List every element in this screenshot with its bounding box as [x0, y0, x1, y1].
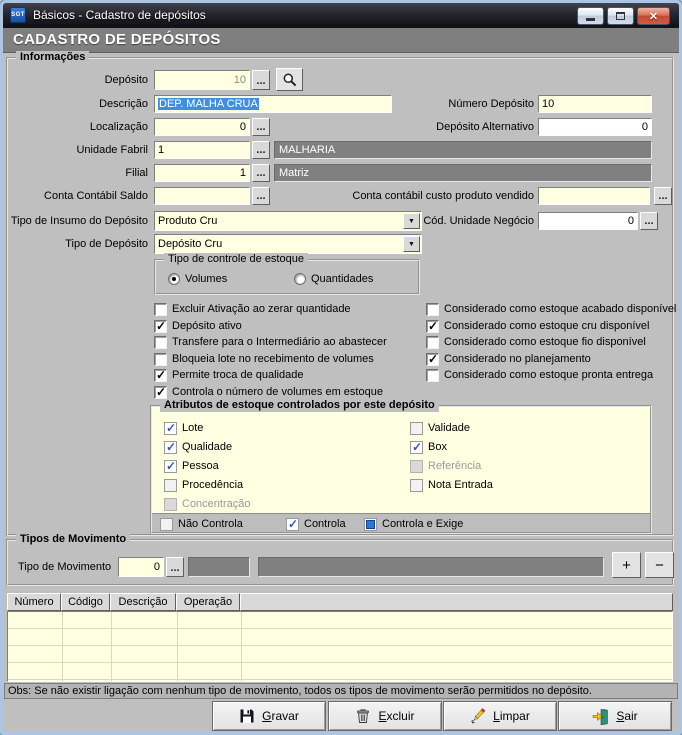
delete-button[interactable]: Excluir	[328, 701, 442, 731]
tipo-movimento-browse-button[interactable]: ...	[166, 557, 184, 577]
radio-icon[interactable]	[294, 273, 306, 285]
attr-procedencia[interactable]: Procedência	[164, 478, 243, 492]
tipo-insumo-value: Produto Cru	[158, 215, 218, 227]
chevron-down-icon[interactable]: ▼	[403, 236, 420, 252]
chevron-down-icon[interactable]: ▼	[403, 213, 420, 229]
checkbox-icon[interactable]	[426, 320, 439, 333]
save-icon	[239, 708, 255, 724]
plus-icon: +	[622, 556, 631, 574]
attr-referencia: Referência	[410, 459, 481, 473]
column-header-operacao[interactable]: Operação	[176, 593, 240, 611]
group-atributos	[150, 399, 652, 534]
checkbox-icon	[286, 518, 299, 531]
unidade-fabril-display: MALHARIA	[274, 141, 652, 159]
checkbox-icon[interactable]	[426, 303, 439, 316]
tipo-deposito-value: Depósito Cru	[158, 238, 223, 250]
minimize-button[interactable]	[577, 7, 604, 25]
check-deposito-ativo[interactable]: ✓ Depósito ativo	[154, 319, 242, 333]
conta-contabil-saldo-browse-button[interactable]: ...	[252, 187, 270, 205]
checkbox-icon	[364, 518, 377, 531]
save-button[interactable]: Gravar	[212, 701, 326, 731]
checkbox-icon[interactable]	[426, 369, 439, 382]
attr-nota-entrada[interactable]: Nota Entrada	[410, 478, 493, 492]
clear-button[interactable]: Limpar	[443, 701, 557, 731]
attr-concentracao: Concentração	[164, 497, 251, 511]
attr-validade[interactable]: Validade	[410, 421, 470, 435]
column-header-codigo[interactable]: Código	[61, 593, 110, 611]
checkbox-icon[interactable]	[426, 336, 439, 349]
tipo-movimento-label: Tipo de Movimento	[18, 561, 112, 573]
checkbox-icon[interactable]	[164, 460, 177, 473]
cod-unidade-negocio-browse-button[interactable]: ...	[640, 212, 658, 230]
checkbox-icon	[164, 498, 177, 511]
cod-unidade-negocio-field[interactable]: 0	[538, 212, 638, 230]
checkbox-icon[interactable]	[426, 353, 439, 366]
add-movement-button[interactable]	[612, 552, 641, 578]
group-informacoes	[6, 51, 677, 536]
tipo-insumo-label: Tipo de Insumo do Depósito	[10, 215, 148, 227]
check-excluir-ativacao[interactable]: Excluir Ativação ao zerar quantidade	[154, 302, 351, 316]
attr-qualidade[interactable]: ✓ Qualidade	[164, 440, 232, 454]
check-estoque-fio[interactable]: Considerado como estoque fio disponível	[426, 335, 646, 349]
column-header-descricao[interactable]: Descrição	[110, 593, 176, 611]
checkbox-icon[interactable]	[154, 336, 167, 349]
checkbox-icon[interactable]	[410, 441, 423, 454]
app-icon: SGT	[10, 7, 26, 23]
localizacao-label: Localização	[89, 121, 148, 133]
group-informacoes-title: Informações	[16, 51, 89, 64]
minimize-icon	[586, 18, 595, 21]
localizacao-field[interactable]: 0	[154, 118, 250, 136]
checkbox-icon[interactable]	[154, 353, 167, 366]
descricao-label: Descrição	[99, 98, 148, 110]
check-estoque-acabado[interactable]: Considerado como estoque acabado disponível	[426, 302, 676, 316]
radio-volumes[interactable]: Volumes	[168, 272, 227, 286]
numero-deposito-field[interactable]: 10	[538, 95, 652, 113]
tipo-deposito-combobox[interactable]	[154, 234, 422, 254]
legend-controla-exige: Controla e Exige	[364, 517, 463, 531]
minus-icon: −	[655, 556, 664, 574]
tipo-deposito-label: Tipo de Depósito	[65, 238, 148, 250]
checkbox-icon[interactable]	[410, 479, 423, 492]
localizacao-browse-button[interactable]: ...	[252, 118, 270, 136]
deposito-browse-button[interactable]: ...	[252, 70, 270, 90]
remove-movement-button[interactable]	[645, 552, 674, 578]
check-permite-troca-qualidade[interactable]: ✓ Permite troca de qualidade	[154, 368, 303, 382]
search-icon	[282, 72, 298, 88]
column-header-filler	[240, 593, 673, 611]
exit-icon	[592, 708, 609, 725]
checkbox-icon[interactable]	[410, 422, 423, 435]
check-planejamento[interactable]: ✓ Considerado no planejamento	[426, 352, 591, 366]
maximize-icon	[616, 12, 625, 20]
radio-quantidades[interactable]: Quantidades	[294, 272, 373, 286]
grid-line	[241, 612, 242, 681]
checkbox-icon[interactable]	[154, 320, 167, 333]
column-header-numero[interactable]: Número	[7, 593, 61, 611]
checkbox-icon[interactable]	[154, 369, 167, 382]
page-title: CADASTRO DE DEPÓSITOS	[3, 27, 679, 53]
delete-icon	[355, 708, 371, 724]
group-tipo-controle-title: Tipo de controle de estoque	[164, 253, 308, 266]
title-bar[interactable]	[3, 3, 679, 27]
checkbox-icon	[160, 518, 173, 531]
tipo-movimento-code-display	[188, 557, 250, 577]
tipo-movimento-desc-display	[258, 557, 604, 577]
movements-table-header	[7, 593, 673, 611]
unidade-fabril-field[interactable]: 1	[154, 141, 250, 159]
window-title: Básicos - Cadastro de depósitos	[33, 8, 206, 22]
maximize-button[interactable]	[607, 7, 634, 25]
filial-browse-button[interactable]: ...	[252, 164, 270, 182]
checkbox-icon[interactable]	[164, 441, 177, 454]
filial-label: Filial	[125, 167, 148, 179]
conta-custo-field[interactable]	[538, 187, 650, 205]
selected-text: DEP. MALHA CRUA	[159, 98, 258, 110]
check-controla-volumes[interactable]: ✓ Controla o número de volumes em estoque	[154, 385, 383, 399]
conta-custo-label: Conta contábil custo produto vendido	[352, 190, 534, 202]
check-bloqueia-lote[interactable]: Bloqueia lote no recebimento de volumes	[154, 352, 374, 366]
grid-line	[62, 612, 63, 681]
attr-pessoa[interactable]: ✓ Pessoa	[164, 459, 219, 473]
check-pronta-entrega[interactable]: Considerado como estoque pronta entrega	[426, 368, 653, 382]
observation-note: Obs: Se não existir ligação com nenhum tipo de movimento, todos os tipos de movimento serão permitidos no depósito.	[4, 683, 678, 699]
group-tipo-controle	[154, 253, 420, 295]
deposito-field[interactable]: 10	[154, 70, 250, 90]
attr-lote[interactable]: ✓ Lote	[164, 421, 203, 435]
conta-custo-browse-button[interactable]: ...	[654, 187, 672, 205]
cod-unidade-negocio-label: Cód. Unidade Negócio	[423, 215, 534, 227]
unidade-fabril-browse-button[interactable]: ...	[252, 141, 270, 159]
conta-contabil-saldo-label: Conta Contábil Saldo	[44, 190, 148, 202]
exit-button[interactable]: Sair	[558, 701, 672, 731]
close-button[interactable]	[637, 7, 670, 25]
checkbox-icon[interactable]	[154, 386, 167, 399]
checkbox-icon[interactable]	[154, 303, 167, 316]
deposito-alternativo-field[interactable]: 0	[538, 118, 652, 136]
checkbox-icon	[410, 460, 423, 473]
legend-controla: ✓ Controla	[286, 517, 346, 531]
tipo-movimento-field[interactable]: 0	[118, 557, 164, 577]
unidade-fabril-label: Unidade Fabril	[76, 144, 148, 156]
numero-deposito-label: Número Depósito	[448, 98, 534, 110]
clear-icon	[470, 708, 486, 724]
conta-contabil-saldo-field[interactable]	[154, 187, 250, 205]
search-button[interactable]	[276, 68, 303, 91]
filial-display: Matriz	[274, 164, 652, 182]
deposito-alternativo-label: Depósito Alternativo	[436, 121, 534, 133]
checkbox-icon[interactable]	[164, 479, 177, 492]
grid-line	[177, 612, 178, 681]
dialog-content	[3, 27, 679, 732]
attr-box[interactable]: ✓ Box	[410, 440, 447, 454]
checkbox-icon[interactable]	[164, 422, 177, 435]
movements-table-body[interactable]	[7, 611, 673, 682]
filial-field[interactable]: 1	[154, 164, 250, 182]
check-transfere-intermediario[interactable]: Transfere para o Intermediário ao abastecer	[154, 335, 387, 349]
grid-line	[111, 612, 112, 681]
group-tipos-movimento	[6, 533, 674, 586]
attr-legend-bar	[152, 513, 650, 532]
group-tipos-movimento-title: Tipos de Movimento	[16, 533, 130, 546]
legend-nao-controla: Não Controla	[160, 517, 243, 531]
deposito-label: Depósito	[104, 74, 148, 86]
radio-icon[interactable]	[168, 273, 180, 285]
check-estoque-cru[interactable]: ✓ Considerado como estoque cru disponível	[426, 319, 649, 333]
group-atributos-title: Atributos de estoque controlados por este depósito	[160, 399, 439, 412]
